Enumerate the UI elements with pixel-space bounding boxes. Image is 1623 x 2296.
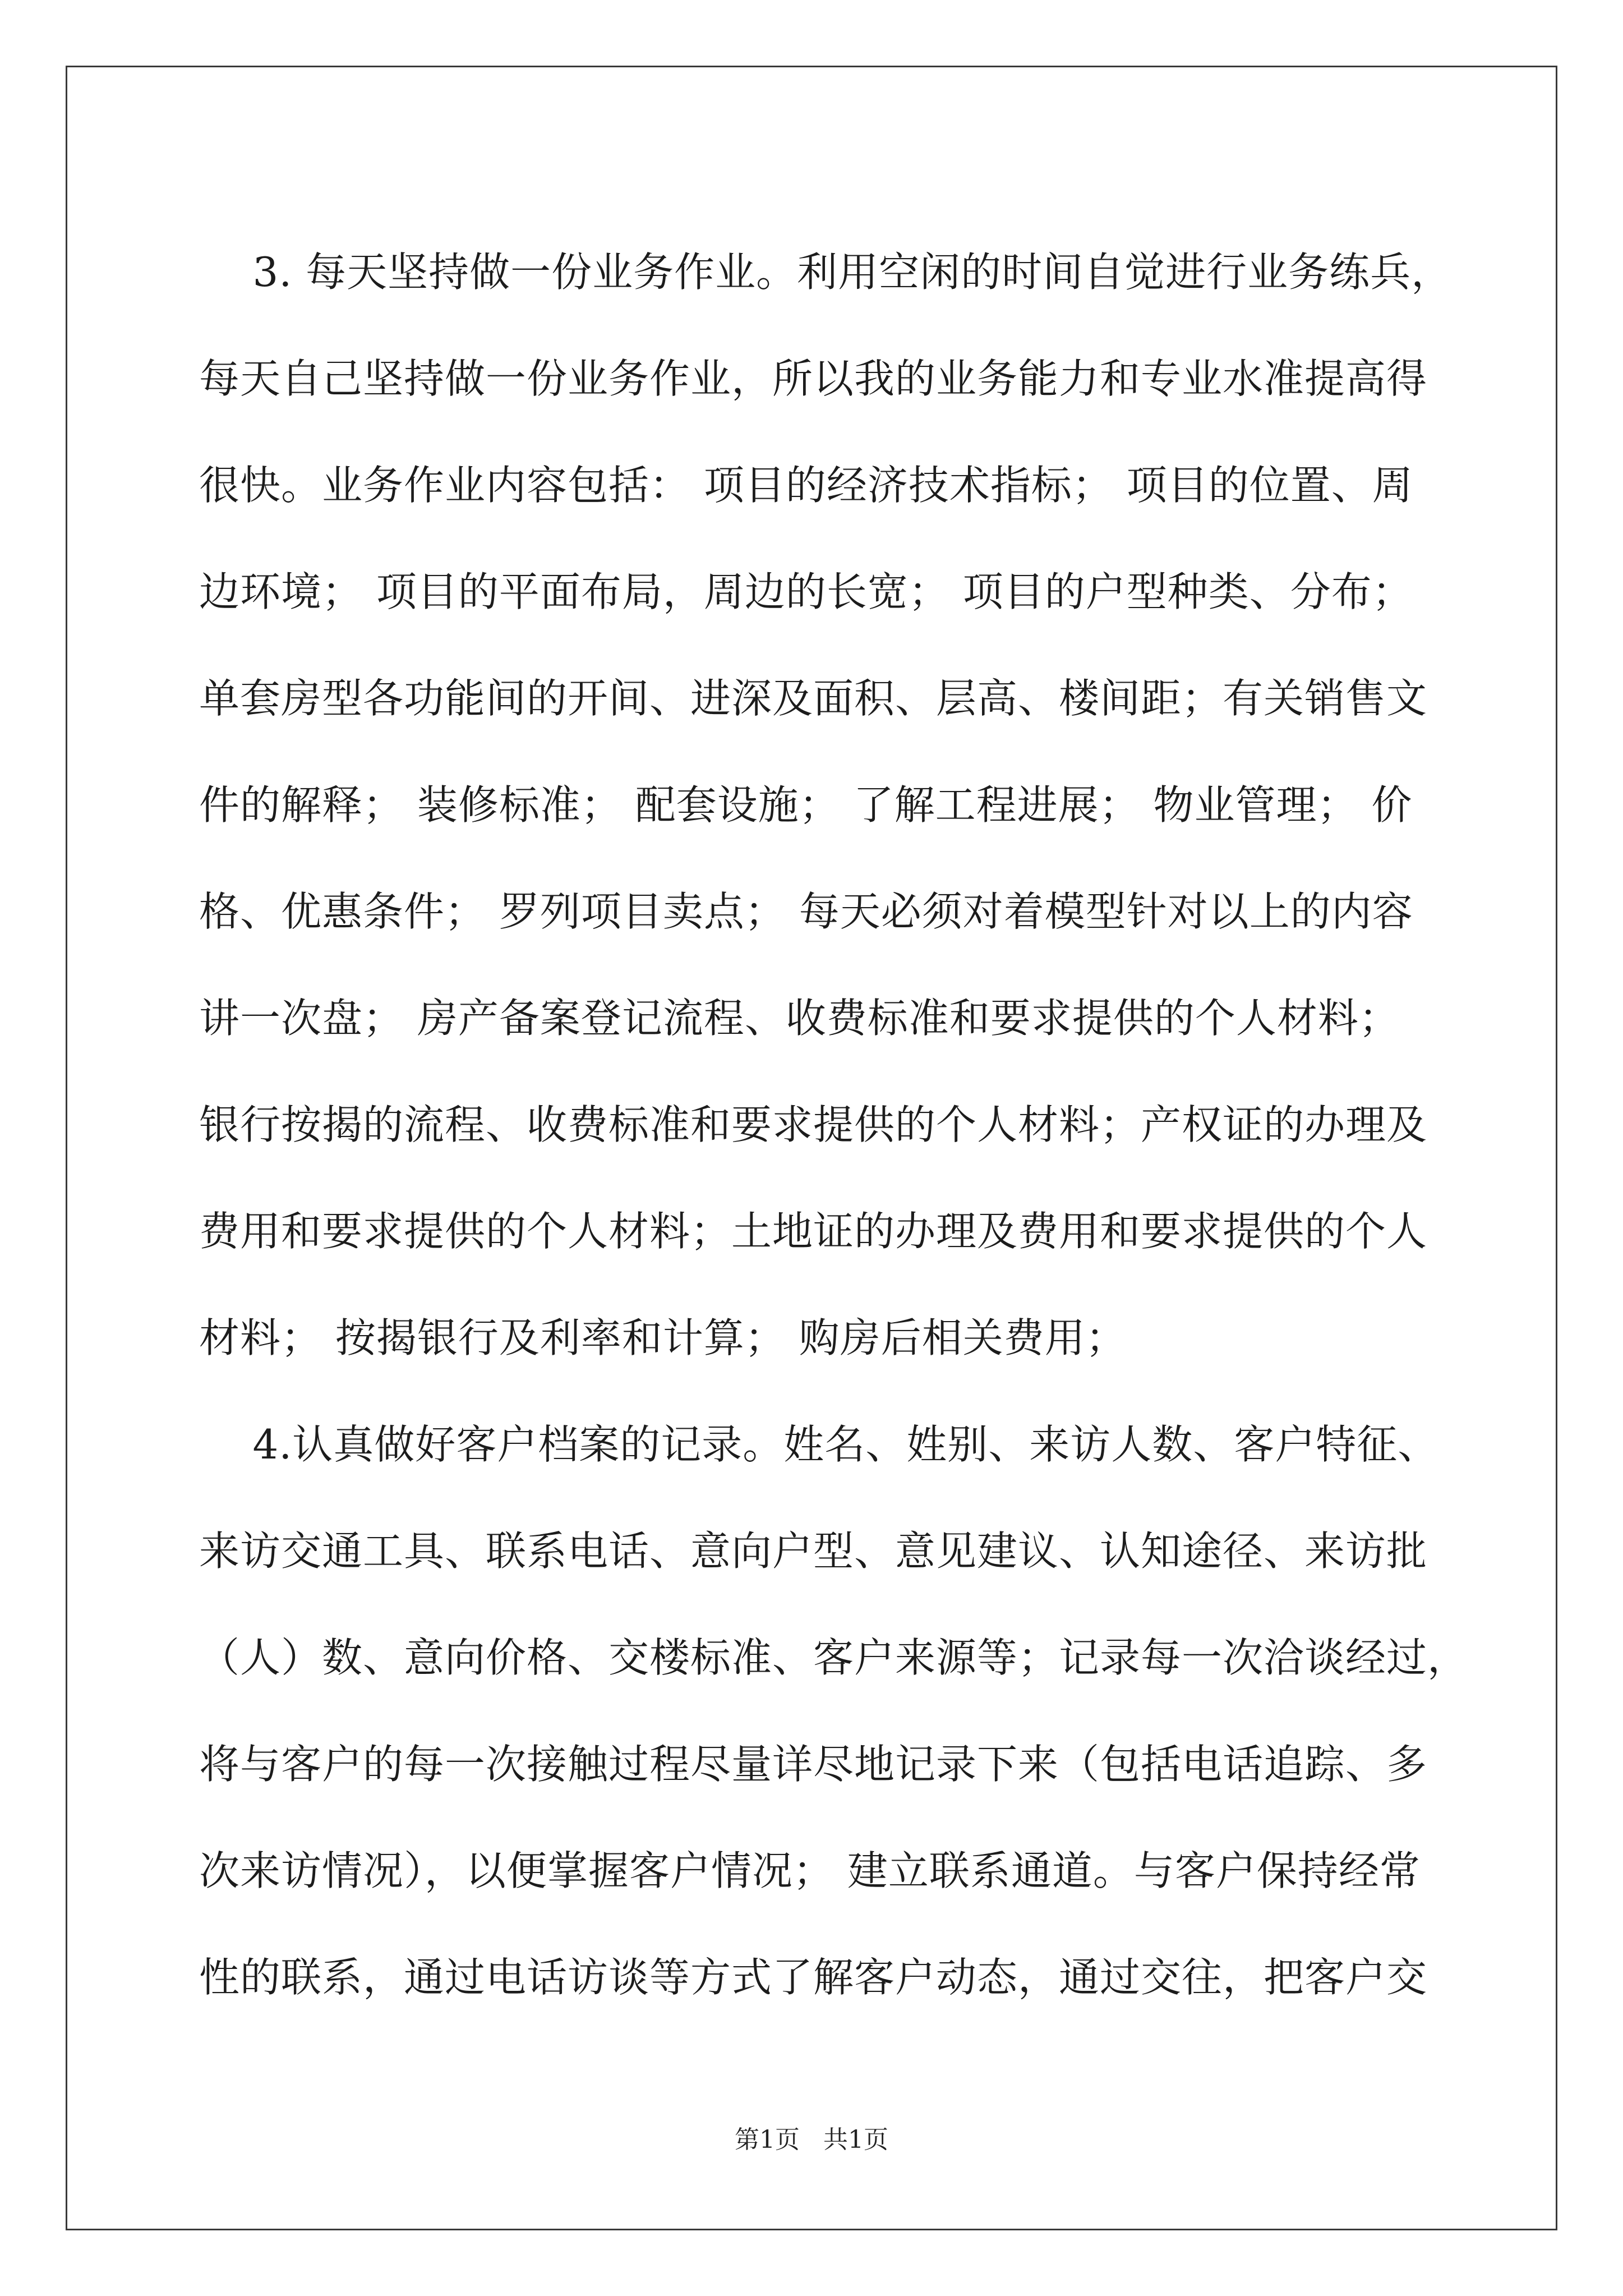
text-line: 来访交通工具、联系电话、意向户型、意见建议、认知途径、来访批 [199, 1527, 1428, 1575]
text-line: （人）数、意向价格、交楼标准、客户来源等；记录每一次洽谈经过， [199, 1634, 1469, 1681]
text-line: 单套房型各功能间的开间、进深及面积、层高、楼间距；有关销售文 [199, 675, 1428, 722]
text-line: 次来访情况），以便掌握客户情况； 建立联系通道。与客户保持经常 [199, 1847, 1421, 1894]
text-line: 将与客户的每一次接触过程尽量详尽地记录下来（包括电话追踪、多 [199, 1741, 1428, 1788]
text-line: 讲一次盘； 房产备案登记流程、收费标准和要求提供的个人材料； [199, 995, 1400, 1042]
text-line: 件的解释； 装修标准； 配套设施； 了解工程进展； 物业管理； 价 [199, 781, 1413, 829]
document-body [199, 219, 1469, 2031]
text-line: 费用和要求提供的个人材料；土地证的办理及费用和要求提供的个人 [199, 1208, 1428, 1255]
page-number-footer: 第1页 共1页 [735, 2125, 888, 2154]
text-line: 性的联系，通过电话访谈等方式了解客户动态，通过交往，把客户交 [199, 1954, 1428, 2001]
text-line: 银行按揭的流程、收费标准和要求提供的个人材料；产权证的办理及 [199, 1101, 1428, 1148]
text-line: 很快。业务作业内容包括： 项目的经济技术指标； 项目的位置、周 [199, 462, 1413, 509]
text-line: 4.认真做好客户档案的记录。姓名、姓别、来访人数、客户特征、 [199, 1421, 1439, 1468]
text-line: 格、优惠条件； 罗列项目卖点； 每天必须对着模型针对以上的内容 [199, 888, 1413, 935]
text-line: 边环境； 项目的平面布局，周边的长宽； 项目的户型种类、分布； [199, 568, 1413, 615]
text-line: 材料； 按揭银行及利率和计算； 购房后相关费用； [199, 1314, 1127, 1361]
text-line: 每天自己坚持做一份业务作业，所以我的业务能力和专业水准提高得 [199, 355, 1428, 402]
text-line: 3. 每天坚持做一份业务作业。利用空闲的时间自觉进行业务练兵， [199, 249, 1453, 296]
